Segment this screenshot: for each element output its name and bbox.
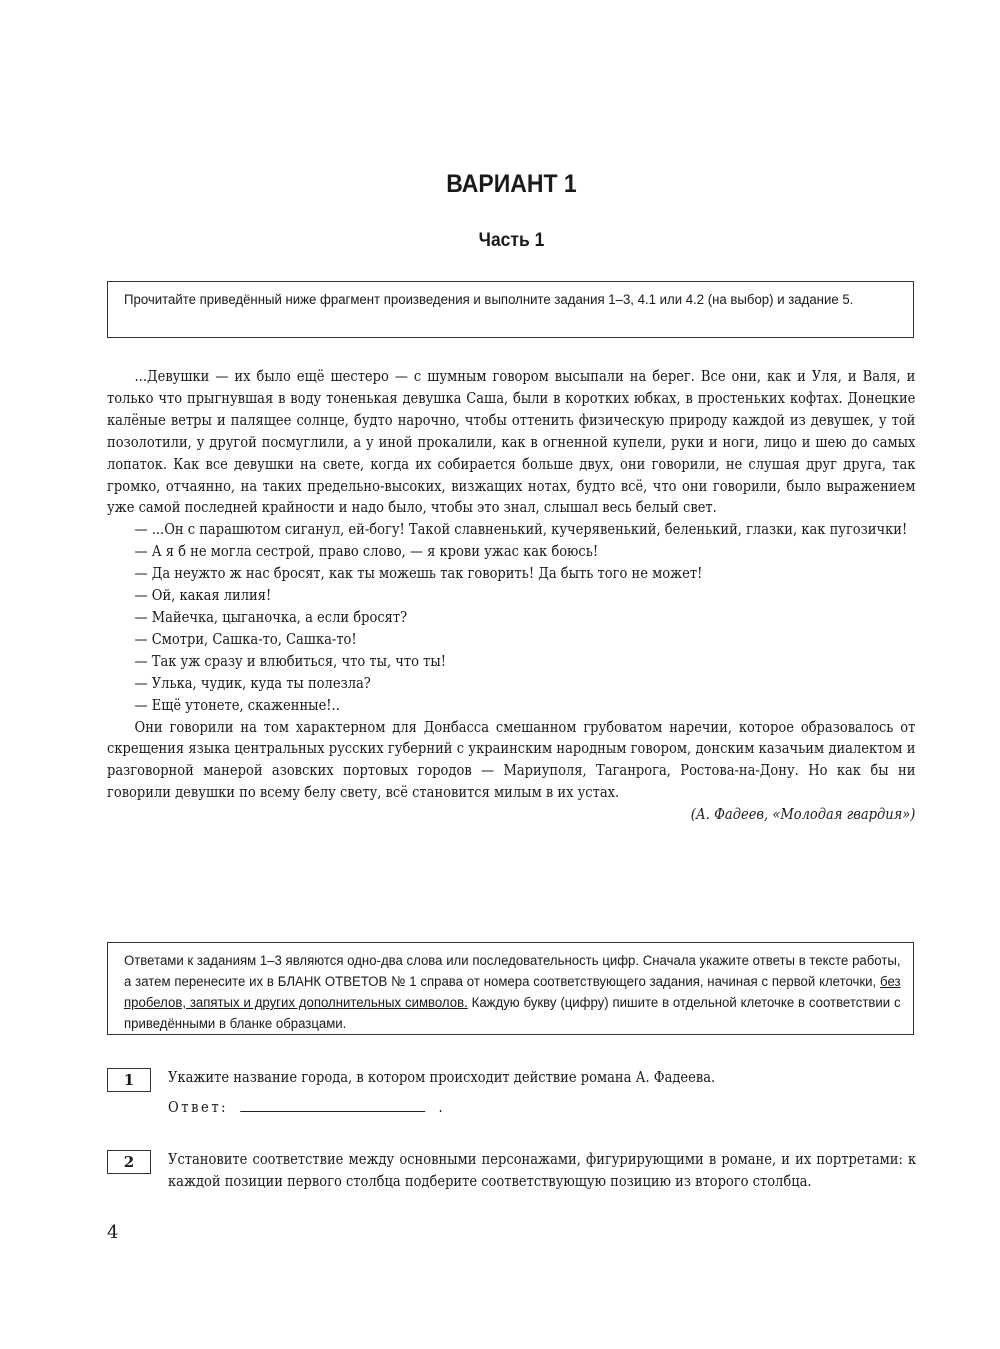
part-title: Часть 1 — [478, 230, 545, 251]
passage-dialog-line: — Майечка, цыганочка, а если бросят? — [134, 607, 408, 626]
passage-dialog-line: — Так уж сразу и влюбиться, что ты, что ты! — [134, 651, 447, 670]
task-body — [168, 1066, 916, 1118]
answer-instruction-part: Ответами к заданиям 1–3 являются одно-два слова или последовательность цифр. Сначала укажите ответы в тексте работы, а затем перенесите их в БЛАНК ОТВЕТОВ № 1 справа от номера соответствующего задания, начиная с первой клеточки, — [124, 953, 901, 990]
answer-input[interactable] — [240, 1097, 425, 1112]
passage-paragraph: — ...Он с парашютом сиганул, ей-богу! Такой славненький, кучерявенький, беленький, глазки, как пугозички! — [134, 520, 908, 539]
task-number-box: 1 — [107, 1068, 151, 1092]
task-question: Укажите название города, в котором происходит действие романа А. Фадеева. — [168, 1068, 716, 1086]
passage-dialog-line: — А я б не могла сестрой, право слово, — я крови ужас как боюсь! — [134, 542, 599, 561]
passage-dialog-line: — Смотри, Сашка-то, Сашка-то! — [134, 629, 357, 648]
answer-instruction-text — [124, 951, 901, 1035]
reading-instruction-text: Прочитайте приведённый ниже фрагмент произведения и выполните задания 1–3, 4.1 или 4.2 (на выбор) и задание 5. — [124, 292, 854, 308]
page-number: 4 — [107, 1222, 119, 1243]
answer-end-period: . — [438, 1098, 446, 1116]
passage-dialog-line: — Да неужто ж нас бросят, как ты можешь так говорить! Да быть того не может! — [134, 564, 703, 583]
answer-instruction-part: Каждую букву (цифру) пишите в отдельной клеточке в соответствии с приведёнными в бланке образцами. — [124, 995, 901, 1032]
answer-line — [168, 1096, 916, 1118]
passage-dialog-line: — Ещё утонете, скаженные!.. — [134, 695, 340, 714]
task-number-box: 2 — [107, 1150, 151, 1174]
passage-dialog-line: — Улька, чудик, куда ты полезла? — [134, 673, 371, 692]
answer-instruction-underlined: без пробелов, запятых и других дополнительных символов. — [124, 974, 901, 1011]
task-2 — [107, 1148, 916, 1218]
passage-paragraph: ...Девушки — их было ещё шестеро — с шумным говором высыпали на берег. Все они, как и Уля, и Валя, и только что прыгнувшая в воду тоненькая девушка Саша, были в коротких юбках, в простеньких кофтах. Донецкие калёные ветры и палящее солнце, будто нарочно, чтобы оттенить физическую природу каждой из девушек, у той позолотили, у другой посмуглили, а у иной прокалили, как в огненной купели, руки и ноги, лицо и шею до самых лопаток. Как все девушки на свете, когда их собирается больше двух, они говорили, не слушая друг друга, так громко, отчаянно, на таких предельно-высоких, визжащих нотах, будто всё, что они говорили, было выражением уже самой последней крайности и надо было, чтобы это знал, слышал весь белый свет. — [107, 367, 916, 517]
answer-instruction-box — [107, 942, 914, 1035]
answer-label: Ответ: — [168, 1098, 229, 1116]
task-1 — [107, 1066, 916, 1126]
passage-paragraph: Они говорили на том характерном для Донбасса смешанном грубоватом наречии, которое образовалось от скрещения языка центральных русских губерний с украинским народным говором, донским казачьим диалектом и разговорной манерой азовских портовых городов — Мариуполя, Таганрога, Ростова-на-Дону. Но как бы ни говорили девушки по всему белу свету, всё становится милым в их устах. — [107, 717, 916, 802]
passage-attribution: (А. Фадеев, «Молодая гвардия») — [690, 805, 916, 824]
reading-instruction-box — [107, 281, 914, 338]
task-question: Установите соответствие между основными персонажами, фигурирующими в романе, и их портретами: к каждой позиции первого столбца подберите соответствующую позицию из второго столбца. — [168, 1150, 917, 1190]
task-body — [168, 1148, 916, 1192]
passage-dialog-line: — Ой, какая лилия! — [134, 586, 272, 605]
variant-title: ВАРИАНТ 1 — [446, 170, 577, 198]
literary-passage — [107, 366, 916, 826]
